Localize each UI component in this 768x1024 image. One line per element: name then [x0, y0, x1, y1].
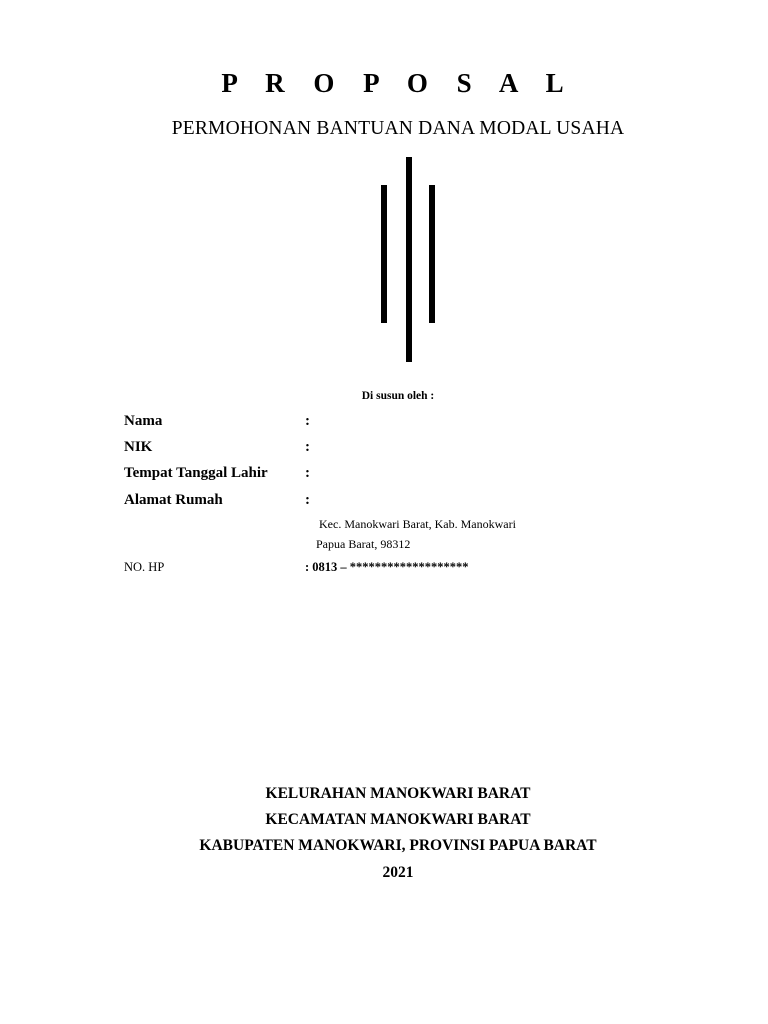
field-label-address: Alamat Rumah [124, 492, 223, 508]
footer-kelurahan: KELURAHAN MANOKWARI BARAT [265, 785, 531, 802]
field-colon: : [305, 413, 310, 429]
decorative-bar-right [429, 185, 435, 323]
decorative-bar-center [406, 157, 412, 362]
field-label-birth: Tempat Tanggal Lahir [124, 465, 268, 481]
decorative-bar-left [381, 185, 387, 323]
footer-kecamatan: KECAMATAN MANOKWARI BARAT [265, 811, 531, 828]
footer-kabupaten: KABUPATEN MANOKWARI, PROVINSI PAPUA BARAT [199, 837, 597, 854]
document-title: P R O P O S A L [221, 68, 575, 98]
phone-value: : 0813 – ******************* [305, 560, 469, 574]
field-colon: : [305, 465, 310, 481]
address-line-1: Kec. Manokwari Barat, Kab. Manokwari [319, 517, 516, 531]
address-line-2: Papua Barat, 98312 [316, 537, 411, 551]
prepared-by-label: Di susun oleh : [361, 390, 435, 402]
document-subtitle: PERMOHONAN BANTUAN DANA MODAL USAHA [171, 118, 625, 139]
field-label-phone: NO. HP [124, 560, 165, 574]
footer-year: 2021 [382, 864, 414, 881]
field-colon: : [305, 492, 310, 508]
field-label-nama: Nama [124, 413, 163, 429]
field-colon: : [305, 439, 310, 455]
field-label-nik: NIK [124, 439, 153, 455]
